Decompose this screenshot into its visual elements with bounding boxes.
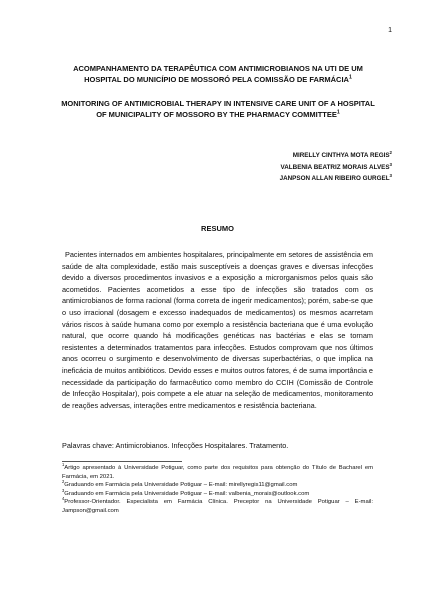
footnote xyxy=(62,464,373,481)
title-english-text: MONITORING OF ANTIMICROBIAL THERAPY IN INTENSIVE CARE UNIT OF A HOSPITAL OF MUNICIPALITY OF MOSSORO BY THE PHARMACY COMMITTEE xyxy=(61,99,375,119)
keywords: Palavras chave: Antimicrobianos. Infecções Hospitalares. Tratamento. xyxy=(62,441,289,450)
title-portuguese xyxy=(56,63,380,85)
footnote-mark: 3 xyxy=(62,487,65,493)
footnote-text: Graduando em Farmácia pela Universidade Potiguar – E-mail: mirellyregis11@gmail.com xyxy=(64,482,298,489)
abstract-heading: RESUMO xyxy=(201,224,234,233)
footnote-text: Artigo apresentado à Universidade Potiguar, como parte dos requisitos para obtenção do Título de Bacharel em Farmácia, em 2021. xyxy=(62,465,373,480)
author xyxy=(280,162,392,174)
footnote-mark: 4 xyxy=(62,496,65,502)
title-english xyxy=(56,98,380,120)
author xyxy=(280,150,392,162)
author-mark: 3 xyxy=(389,172,392,178)
footnote-text: Professor-Orientador. Especialista em Farmácia Clínica. Preceptor na Universidade Potiguar – E-mail: Jampson@gmail.com xyxy=(62,499,373,514)
author-mark: 3 xyxy=(389,161,392,167)
author-mark: 2 xyxy=(389,149,392,155)
title-portuguese-text: ACOMPANHAMENTO DA TERAPÊUTICA COM ANTIMICROBIANOS NA UTI DE UM HOSPITAL DO MUNICÍPIO DE MOSSORÓ PELA COMISSÃO DE FARMÁCIA xyxy=(73,64,363,84)
footnote-mark: 2 xyxy=(62,479,65,485)
author-list xyxy=(280,150,392,185)
author-name: JANPSON ALLAN RIBEIRO GURGEL xyxy=(279,175,390,182)
footnote xyxy=(62,498,373,515)
footnotes xyxy=(62,464,373,516)
author-name: MIRELLY CINTHYA MOTA REGIS xyxy=(292,152,390,159)
footnote xyxy=(62,487,373,502)
title-portuguese-footnote-mark: 1 xyxy=(348,74,352,81)
footnote-divider xyxy=(62,461,182,462)
page-number: 1 xyxy=(388,27,392,34)
footnote-mark: 1 xyxy=(62,462,65,468)
footnote-text: Graduando em Farmácia pela Universidade Potiguar – E-mail: valbenia_morais@outlook.com xyxy=(64,490,310,497)
author xyxy=(280,173,392,185)
title-english-footnote-mark: 1 xyxy=(336,109,340,116)
abstract-body: Pacientes internados em ambientes hospitalares, principalmente em setores de assistência em saúde de alta complexidade, estão mais susceptíveis a doenças graves e diversas infecções devido a diversos procedimentos invasivos e a exposição a microrganismos pelos quais são acometidos. Pacientes acometidos a esse tipo de infecções são tratados com os antimicrobianos de forma racional (forma correta de ingerir medicamentos); porém, sabe-se que o uso irracional (dosagem e excesso inadequados de medicamentos) os mesmos acarretam vários riscos à saúde humana como por exemplo a resistência bacteriana que é uma evolução natural, que ocorre quando há modificações genéticas nas bactérias e elas se tornam resistentes a determinados tratamentos para infecções. Estudos comprovam que nos últimos anos ocorreu o surgimento e desenvolvimento de diversas superbactérias, o que implica na ineficácia de muitos antibióticos. Devido esses e muitos outros fatores, é de suma importância e necessidade da participação do farmacêutico como membro do CCIH (Comissão de Controle de Infecção Hospitalar), pois compete a ele atuar na seleção de medicamentos, monitoramento de reações adversas, interações entre medicamentos e resistência bacteriana. xyxy=(62,250,373,410)
author-name: VALBENIA BEATRIZ MORAIS ALVES xyxy=(280,163,390,171)
footnote xyxy=(62,481,373,490)
